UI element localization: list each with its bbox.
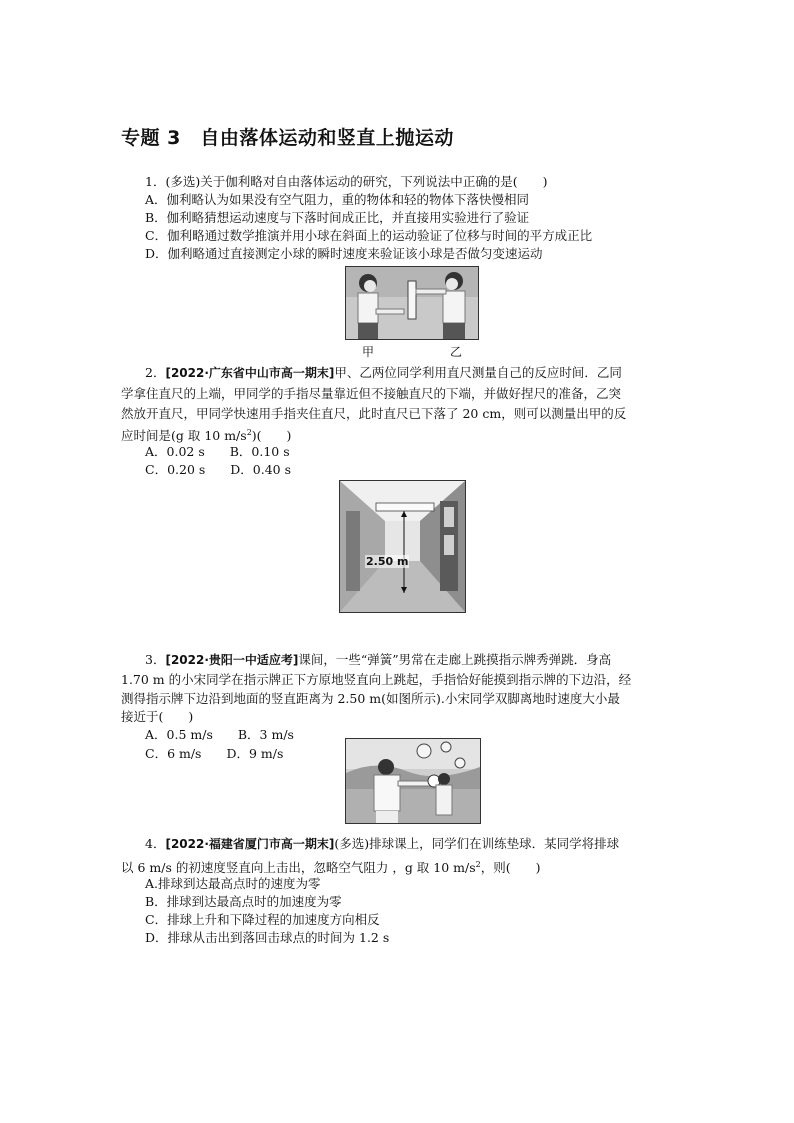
q2-number: 2． [145, 365, 166, 380]
q2-line3: 然放开直尺，甲同学快速用手指夹住直尺，此时直尺已下落了 20 cm，则可以测量出甲的反 [121, 406, 627, 421]
q2-superscript: 2 [246, 428, 252, 437]
q3-options-ab: A．0.5 m/s B．3 m/s [145, 727, 294, 742]
q2-line1 [145, 365, 622, 381]
q4-option-a: A.排球到达最高点时的速度为零 [145, 876, 321, 891]
figure2-height-label: 2.50 m [366, 555, 409, 568]
figure1-label-jia: 甲 [362, 345, 375, 359]
q4-option-c: C．排球上升和下降过程的加速度方向相反 [145, 912, 380, 927]
q2-source: [2022·广东省中山市高一期末] [165, 366, 335, 380]
q3-line2: 1.70 m 的小宋同学在指示牌正下方原地竖直向上跳起，手指恰好能摸到指示牌的下边沿，经 [121, 672, 632, 687]
q4-line1 [145, 836, 619, 852]
q2-line4 [121, 425, 291, 444]
q2-line4-end: )( ) [251, 428, 292, 444]
q2-line4-text: 应时间是(g 取 10 m/s [121, 428, 247, 444]
q3-line1 [145, 652, 611, 668]
q3-number: 3． [145, 652, 166, 667]
volleyball-image [346, 739, 480, 823]
q4-superscript: 2 [475, 860, 481, 869]
q3-options-cd: C．6 m/s D．9 m/s [145, 746, 284, 761]
q3-text1: 课间，一些“弹簧”男常在走廊上跳摸指示牌秀弹跳．身高 [298, 652, 612, 667]
figure-volleyball-photo [345, 738, 481, 824]
q4-line2-end: ，则( ) [480, 860, 541, 876]
q1-option-d: D．伽利略通过直接测定小球的瞬时速度来验证该小球是否做匀变速运动 [145, 246, 543, 261]
q4-option-b: B．排球到达最高点时的加速度为零 [145, 894, 342, 909]
q1-option-c: C．伽利略通过数学推演并用小球在斜面上的运动验证了位移与时间的平方成正比 [145, 228, 593, 243]
q4-text1: (多选)排球课上，同学们在训练垫球．某同学将排球 [334, 836, 620, 851]
q1-stem: 1．(多选)关于伽利略对自由落体运动的研究，下列说法中正确的是( ) [145, 174, 548, 189]
q4-line2 [121, 857, 541, 876]
q2-line2: 学拿住直尺的上端，甲同学的手指尽量靠近但不接触直尺的下端，并做好捏尺的准备，乙突 [121, 386, 622, 401]
figure1-label-yi: 乙 [450, 345, 463, 359]
q4-source: [2022·福建省厦门市高一期末] [165, 837, 335, 851]
q4-option-d: D．排球从击出到落回击球点的时间为 1.2 s [145, 930, 390, 945]
page-title: 专题 3 自由落体运动和竖直上抛运动 [121, 127, 454, 149]
figure-corridor-photo [339, 480, 466, 613]
q4-number: 4． [145, 836, 166, 851]
q4-line2-text: 以 6 m/s 的初速度竖直向上击出，忽略空气阻力 ，g 取 10 m/s [121, 860, 476, 876]
corridor-image [340, 481, 465, 612]
q1-option-b: B．伽利略猜想运动速度与下落时间成正比，并直接用实验进行了验证 [145, 210, 530, 225]
students-ruler-image [346, 267, 478, 339]
q1-option-a: A．伽利略认为如果没有空气阻力，重的物体和轻的物体下落快慢相同 [145, 192, 530, 207]
q3-line4: 接近于( ) [121, 709, 194, 724]
q2-options-cd: C．0.20 s D．0.40 s [145, 462, 292, 477]
q2-options-ab: A．0.02 s B．0.10 s [145, 444, 290, 459]
q2-text1: 甲、乙两位同学利用直尺测量自己的反应时间．乙同 [334, 365, 622, 380]
figure-reaction-time-photo [345, 266, 479, 340]
q3-line3: 测得指示牌下边沿到地面的竖直距离为 2.50 m(如图所示).小宋同学双脚离地时速度大小最 [121, 691, 620, 706]
q3-source: [2022·贵阳一中适应考] [165, 653, 299, 667]
